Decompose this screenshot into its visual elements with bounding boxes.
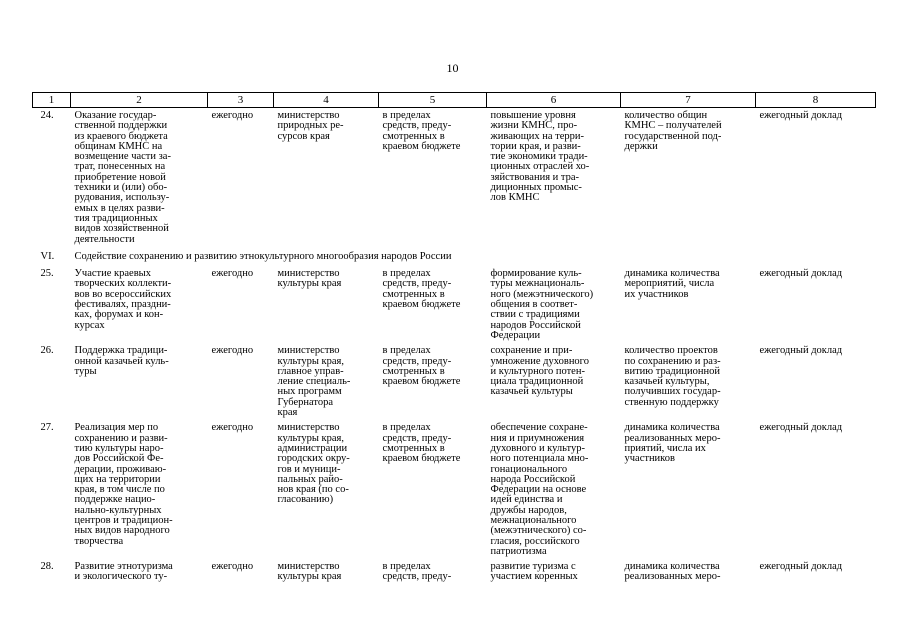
report-cell: ежегодный доклад xyxy=(759,561,843,573)
row-number: 24. xyxy=(40,110,54,121)
column-header: 5 xyxy=(379,93,487,108)
result-cell: развитие туризма с участием коренных xyxy=(490,561,578,583)
row-number: 28. xyxy=(40,561,54,573)
result-cell: формирование куль- туры межнациональ- ного (межэтнического) общения в соответ- ствии с традициями народов Российской Федерации xyxy=(490,268,594,341)
section-number: VI. xyxy=(40,250,55,262)
period-cell: ежегодно xyxy=(211,345,254,357)
report-cell: ежегодный доклад xyxy=(759,110,843,121)
period-cell: ежегодно xyxy=(211,422,254,434)
funding-cell: в пределах средств, преду- смотренных в краевом бюджете xyxy=(382,110,461,152)
table-row xyxy=(33,266,876,343)
measure-cell: Развитие этнотуризма и экологического ту- xyxy=(74,561,173,583)
measure-cell: Участие краевых творческих коллекти- вов во всероссийских фестивалях, праздни- ках, форумах и кон- курсах xyxy=(74,268,172,331)
table-row xyxy=(33,420,876,559)
indicator-cell: динамика количества реализованных меро- приятий, числа их участников xyxy=(624,422,721,465)
row-number: 26. xyxy=(40,345,54,357)
table-row xyxy=(33,559,876,585)
plan-table xyxy=(32,92,876,585)
measure-cell: Оказание государ- ственной поддержки из краевого бюджета общинам КМНС на возмещение части за- трат, понесенных на приобретение новой техники и (или) обо- рудования, использу- емых в целях разви- тия традиционных видов хозяйственной деятельности xyxy=(74,110,171,245)
period-cell: ежегодно xyxy=(211,561,254,573)
section-title xyxy=(71,247,876,266)
executor-cell: министерство культуры края, главное управ- ление специаль- ных программ Губернатора края xyxy=(277,345,351,419)
executor-cell: министерство культуры края xyxy=(277,268,342,290)
funding-cell: в пределах средств, преду- смотренных в краевом бюджете xyxy=(382,345,461,388)
indicator-cell: динамика количества мероприятий, числа их участников xyxy=(624,268,720,300)
row-number: 27. xyxy=(40,422,54,434)
report-cell: ежегодный доклад xyxy=(759,268,843,280)
section-title-text: Содействие сохранению и развитию этнокультурного многообразия народов России xyxy=(74,250,452,262)
executor-cell: министерство культуры края xyxy=(277,561,342,583)
column-header: 7 xyxy=(621,93,756,108)
column-header: 3 xyxy=(208,93,274,108)
result-cell: сохранение и при- умножение духовного и культурного потен- циала традиционной казачьей культуры xyxy=(490,345,589,398)
column-header: 6 xyxy=(487,93,621,108)
column-number-row xyxy=(33,93,876,108)
funding-cell: в пределах средств, преду- xyxy=(382,561,452,583)
funding-cell: в пределах средств, преду- смотренных в краевом бюджете xyxy=(382,268,461,311)
result-cell: обеспечение сохране- ния и приумножения духовного и культур- ного потенциала мно- гонационального народа Российской Федерации на основе идей единства и дружбы народов, межнационального (межэтнического) со- гласия, российского патриотизма xyxy=(490,422,589,557)
funding-cell: в пределах средств, преду- смотренных в краевом бюджете xyxy=(382,422,461,465)
row-number: 25. xyxy=(40,268,54,280)
indicator-cell: количество проектов по сохранению и раз- витию традиционной казачьей культуры, получивших государ- ственную поддержку xyxy=(624,345,721,408)
table-row xyxy=(33,108,876,247)
section-heading-row xyxy=(33,247,876,266)
table-row xyxy=(33,343,876,420)
column-header: 4 xyxy=(274,93,379,108)
column-header: 8 xyxy=(756,93,876,108)
period-cell: ежегодно xyxy=(211,268,254,280)
executor-cell: министерство природных ре- сурсов края xyxy=(277,110,344,142)
report-cell: ежегодный доклад xyxy=(759,422,843,434)
measure-cell: Реализация мер по сохранению и разви- тию культуры наро- дов Российской Фе- дерации, проживаю- щих на территории края, в том числе по поддержке нацио- нально-культурных центров и традицион- ных видов народного творчества xyxy=(74,422,173,547)
column-header: 2 xyxy=(71,93,208,108)
column-header: 1 xyxy=(33,93,71,108)
report-cell: ежегодный доклад xyxy=(759,345,843,357)
period-cell: ежегодно xyxy=(211,110,254,121)
result-cell: повышение уровня жизни КМНС, про- живающих на терри- тории края, и разви- тие экономики тради- ционных отраслей хо- зяйствования и тра- диционных промыс- лов КМНС xyxy=(490,110,590,204)
executor-cell: министерство культуры края, администрации городских окру- гов и муници- пальных райо- нов края (по со- гласованию) xyxy=(277,422,350,506)
indicator-cell: динамика количества реализованных меро- xyxy=(624,561,721,583)
indicator-cell: количество общин КМНС – получателей государственной под- держки xyxy=(624,110,722,152)
page-number: 10 xyxy=(446,61,459,75)
measure-cell: Поддержка традици- онной казачьей куль- туры xyxy=(74,345,169,377)
